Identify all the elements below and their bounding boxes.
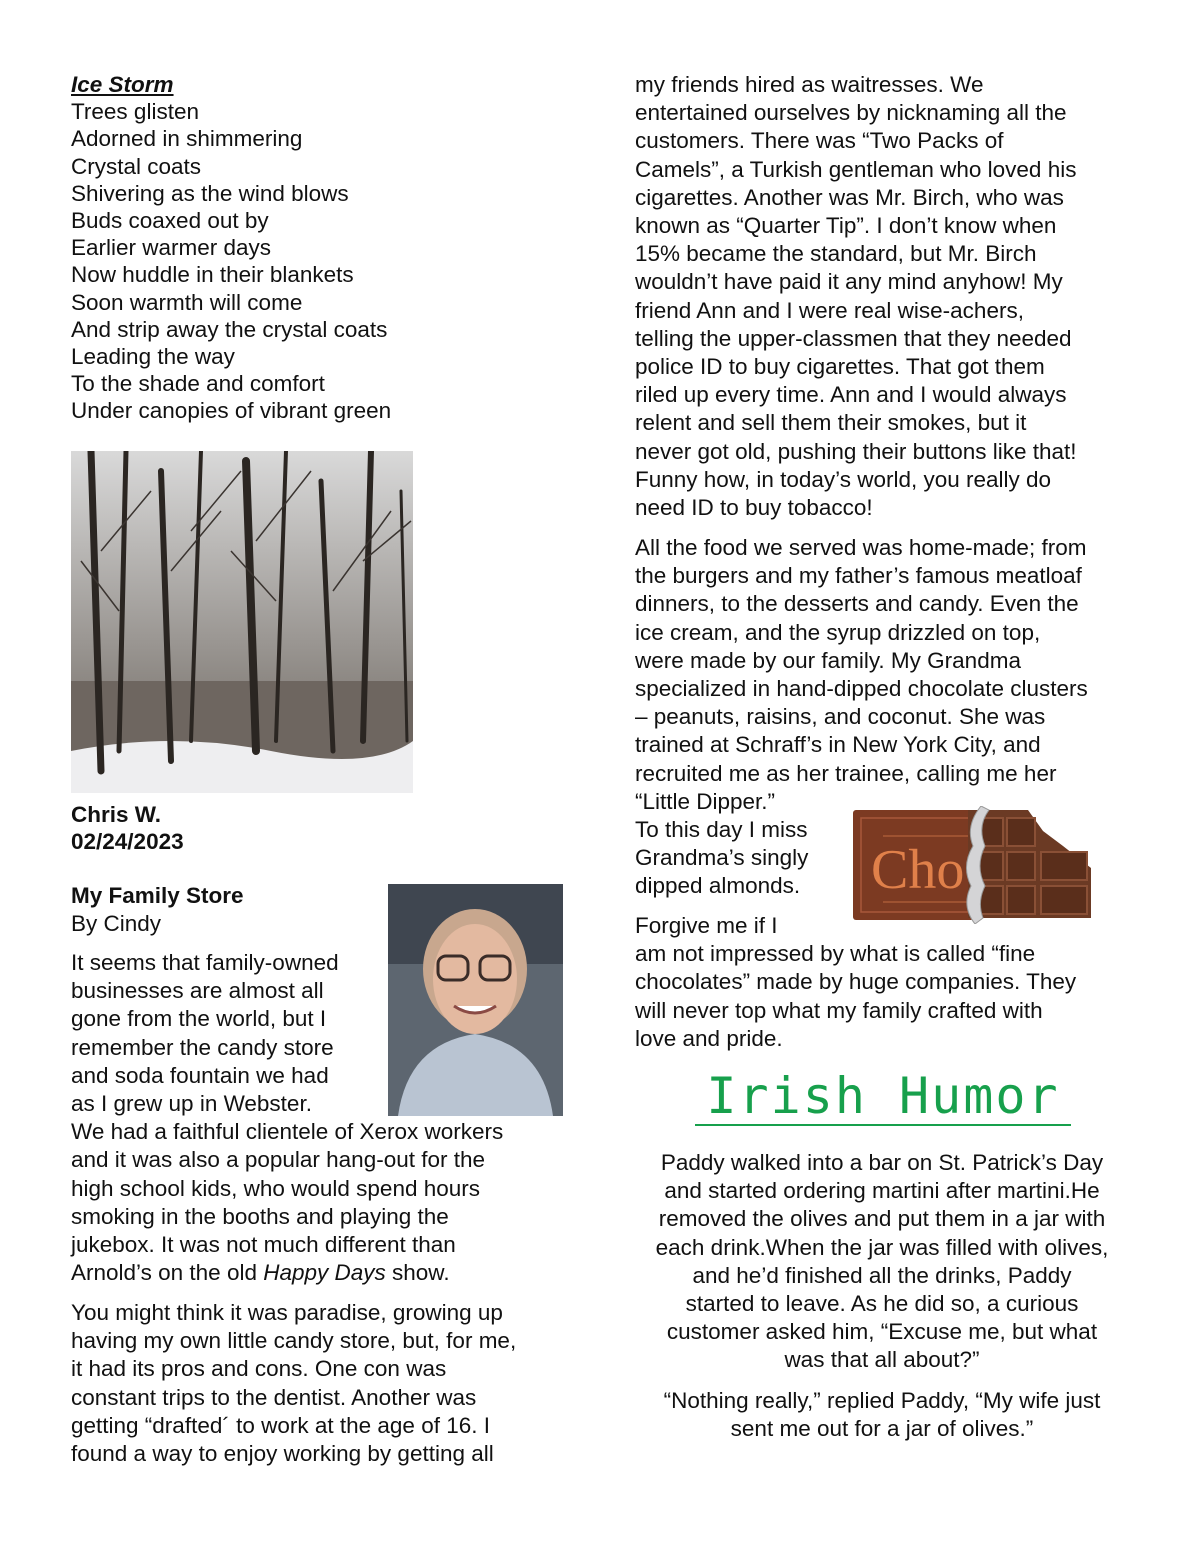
text-line: “Nothing really,” replied Paddy, “My wife just — [663, 1388, 1101, 1413]
text-line: friend Ann and I were real wise-achers, — [635, 297, 1024, 323]
poem — [71, 71, 391, 425]
text-line: Buds coaxed out by — [71, 208, 269, 234]
text-line: And strip away the crystal coats — [71, 316, 388, 342]
text-line: sent me out for a jar of olives.” — [730, 1416, 1034, 1442]
text-line: Adorned in shimmering — [71, 126, 303, 152]
text-line: the burgers and my father’s famous meatloaf — [635, 563, 1082, 589]
text-line: as I grew up in Webster. — [71, 1091, 312, 1117]
text-line: Shivering as the wind blows — [71, 180, 349, 206]
show-title: Happy Days — [263, 1260, 386, 1286]
text-line: jukebox. It was not much different than — [71, 1232, 456, 1258]
text-line: need ID to buy tobacco! — [635, 495, 873, 521]
story-paragraph-1 — [71, 949, 503, 1287]
text-line: getting “drafted´ to work at the age of 16. I — [71, 1412, 490, 1438]
story-paragraph-5 — [635, 912, 1076, 1053]
text-line: 15% became the standard, but Mr. Birch — [635, 241, 1037, 267]
text-line: Trees glisten — [71, 99, 199, 125]
text-line: am not impressed by what is called “fine — [635, 941, 1036, 967]
text-line: “Little Dipper.” — [635, 788, 776, 814]
text-line: police ID to buy cigarettes. That got them — [635, 354, 1045, 380]
text-line: ice cream, and the syrup drizzled on top, — [635, 619, 1041, 645]
text-line: each drink.When the jar was filled with olives, — [655, 1234, 1109, 1260]
joke-paragraph-1 — [630, 1149, 1134, 1375]
text-line: Leading the way — [71, 344, 235, 370]
text-line: started to leave. As he did so, a curious — [685, 1291, 1079, 1317]
text-line: You might think it was paradise, growing up — [71, 1300, 503, 1325]
text-line: relent and sell them their smokes, but it — [635, 410, 1027, 436]
text-line: customers. There was “Two Packs of — [635, 128, 1004, 154]
poem-credit — [71, 801, 184, 855]
poem-title: Ice Storm — [71, 72, 174, 97]
text-line: found a way to enjoy working by getting all — [71, 1441, 494, 1467]
text-line: high school kids, who would spend hours — [71, 1175, 480, 1201]
text-line: Camels”, a Turkish gentleman who loved his — [635, 156, 1077, 182]
text: Arnold’s on the old — [71, 1260, 264, 1286]
text-line: entertained ourselves by nicknaming all the — [635, 100, 1067, 126]
text-line: specialized in hand-dipped chocolate clusters — [635, 676, 1088, 702]
story-paragraph-2 — [71, 1299, 516, 1468]
story-p2-lines — [71, 1299, 516, 1468]
text-line: Forgive me if I — [635, 913, 778, 938]
text-line: recruited me as her trainee, calling me her — [635, 760, 1057, 786]
poem-lines — [71, 98, 391, 424]
text-line: businesses are almost all — [71, 978, 324, 1004]
story-p1-lines — [71, 949, 503, 1259]
text-line: my friends hired as waitresses. We — [635, 72, 984, 97]
text-line: known as “Quarter Tip”. I don’t know when — [635, 213, 1057, 239]
text-line: It seems that family-owned — [71, 950, 339, 975]
irish-humor-title: Irish Humor — [695, 1068, 1071, 1126]
text: show. — [385, 1260, 450, 1286]
text-line: removed the olives and put them in a jar with — [658, 1206, 1106, 1232]
text-line: To the shade and comfort — [71, 371, 325, 397]
text-line: wouldn’t have paid it any mind anyhow! My — [635, 269, 1063, 295]
text-line: Soon warmth will come — [71, 289, 303, 315]
text-line: cigarettes. Another was Mr. Birch, who was — [635, 184, 1064, 210]
text-line: having my own little candy store, but, for me, — [71, 1328, 517, 1354]
chocolate-label: Cho — [871, 839, 965, 901]
joke-p1-lines — [630, 1149, 1134, 1375]
story-p5-lines — [635, 912, 1076, 1053]
text-line: smoking in the booths and playing the — [71, 1203, 449, 1229]
text-line: We had a faithful clientele of Xerox workers — [71, 1119, 504, 1145]
text-line: riled up every time. Ann and I would always — [635, 382, 1067, 408]
text-line: chocolates” made by huge companies. They — [635, 969, 1077, 995]
joke-p2-lines — [630, 1387, 1134, 1443]
ice-storm-photo — [71, 451, 413, 793]
text-line: and soda fountain we had — [71, 1062, 329, 1088]
poem-date: 02/24/2023 — [71, 829, 184, 855]
text-line: and it was also a popular hang-out for the — [71, 1147, 486, 1173]
text-line: it had its pros and cons. One con was — [71, 1356, 447, 1382]
text-line: remember the candy store — [71, 1034, 334, 1060]
text-line: All the food we served was home-made; from — [635, 535, 1087, 560]
text-line: dinners, to the desserts and candy. Even the — [635, 591, 1079, 617]
text-line: Grandma’s singly — [635, 845, 809, 871]
text-line: Earlier warmer days — [71, 235, 272, 261]
text-line: telling the upper-classmen that they needed — [635, 325, 1072, 351]
text-line: constant trips to the dentist. Another was — [71, 1384, 477, 1410]
text-line: To this day I miss — [635, 817, 808, 843]
text-line: dipped almonds. — [635, 873, 801, 899]
poem-author: Chris W. — [71, 802, 162, 827]
story-heading — [71, 882, 244, 938]
story-title: My Family Store — [71, 883, 244, 908]
text-line: was that all about?” — [784, 1347, 980, 1373]
text-line: will never top what my family crafted with — [635, 997, 1043, 1023]
story-p3-lines — [635, 71, 1077, 522]
text-line: never got old, pushing their buttons like that! — [635, 438, 1077, 464]
text-line: gone from the world, but I — [71, 1006, 327, 1032]
story-line — [71, 1259, 503, 1287]
chocolate-bar-image — [853, 806, 1093, 924]
text-line: customer asked him, “Excuse me, but what — [666, 1319, 1098, 1345]
text-line: and he’d finished all the drinks, Paddy — [692, 1262, 1072, 1288]
text-line: – peanuts, raisins, and coconut. She was — [635, 704, 1046, 730]
joke-paragraph-2 — [630, 1387, 1134, 1443]
text-line: Now huddle in their blankets — [71, 262, 354, 288]
text-line: Under canopies of vibrant green — [71, 398, 392, 424]
text-line: and started ordering martini after martini.He — [664, 1178, 1100, 1204]
text-line: Funny how, in today’s world, you really do — [635, 466, 1052, 492]
text-line: love and pride. — [635, 1025, 783, 1051]
story-paragraph-3 — [635, 71, 1077, 522]
text-line: Paddy walked into a bar on St. Patrick’s Day — [660, 1150, 1104, 1175]
text-line: trained at Schraff’s in New York City, and — [635, 732, 1041, 758]
story-byline: By Cindy — [71, 911, 162, 937]
text-line: were made by our family. My Grandma — [635, 647, 1021, 673]
text-line: Crystal coats — [71, 153, 202, 179]
